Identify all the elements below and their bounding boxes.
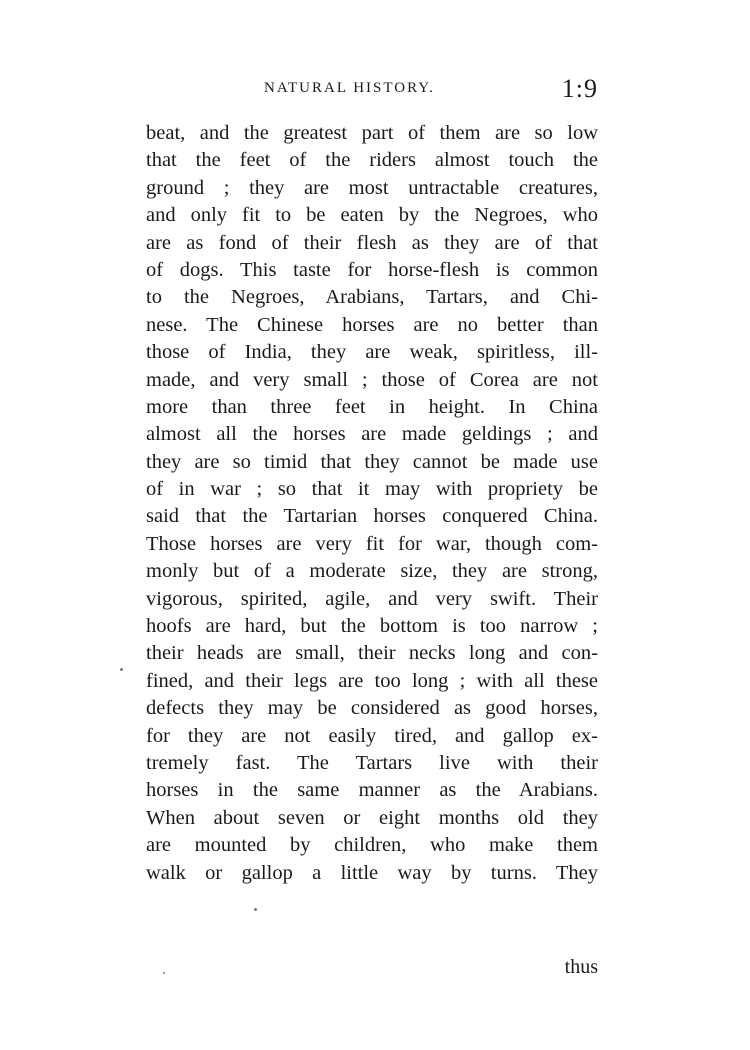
text-line: their heads are small, their necks long and con- <box>146 642 598 665</box>
text-line: tremely fast. The Tartars live with their <box>146 751 598 774</box>
text-line: almost all the horses are made geldings ; and <box>146 423 598 446</box>
text-line: horses in the same manner as the Arabians. <box>146 779 598 802</box>
text-line: said that the Tartarian horses conquered China. <box>146 505 598 528</box>
text-line: are mounted by children, who make them <box>146 834 598 857</box>
text-line: beat, and the greatest part of them are so low <box>146 122 598 144</box>
text-line: defects they may be considered as good horses, <box>146 697 598 720</box>
catchword: thus <box>564 956 598 978</box>
print-speck <box>163 972 165 974</box>
page-number: 1:9 <box>561 74 598 103</box>
text-line: nese. The Chinese horses are no better than <box>146 313 598 336</box>
text-line: for they are not easily tired, and gallop ex- <box>146 724 598 747</box>
print-speck <box>120 668 123 671</box>
running-title: NATURAL HISTORY. <box>264 80 435 96</box>
text-line: to the Negroes, Arabians, Tartars, and Chi- <box>146 286 598 309</box>
text-line: made, and very small ; those of Corea are not <box>146 368 598 391</box>
body-text <box>146 120 598 887</box>
running-head <box>146 74 598 108</box>
text-line: walk or gallop a little way by turns. They <box>146 861 598 884</box>
text-line: more than three feet in height. In China <box>146 395 598 418</box>
text-line: vigorous, spirited, agile, and very swift. Their <box>146 587 598 610</box>
text-line: and only fit to be eaten by the Negroes, who <box>146 204 598 227</box>
text-line: Those horses are very fit for war, though com- <box>146 532 598 555</box>
text-line: of dogs. This taste for horse-flesh is common <box>146 258 598 281</box>
print-speck <box>254 908 257 911</box>
text-line: monly but of a moderate size, they are strong, <box>146 560 598 583</box>
text-line: of in war ; so that it may with propriety be <box>146 478 598 501</box>
text-line: hoofs are hard, but the bottom is too narrow ; <box>146 615 598 638</box>
text-line: they are so timid that they cannot be made use <box>146 450 598 473</box>
text-line: ground ; they are most untractable creatures, <box>146 176 598 199</box>
text-line: fined, and their legs are too long ; with all these <box>146 669 598 692</box>
text-line: are as fond of their flesh as they are of that <box>146 231 598 254</box>
text-line: that the feet of the riders almost touch the <box>146 149 598 172</box>
text-line: those of India, they are weak, spiritless, ill- <box>146 341 598 364</box>
text-line: When about seven or eight months old they <box>146 806 598 829</box>
